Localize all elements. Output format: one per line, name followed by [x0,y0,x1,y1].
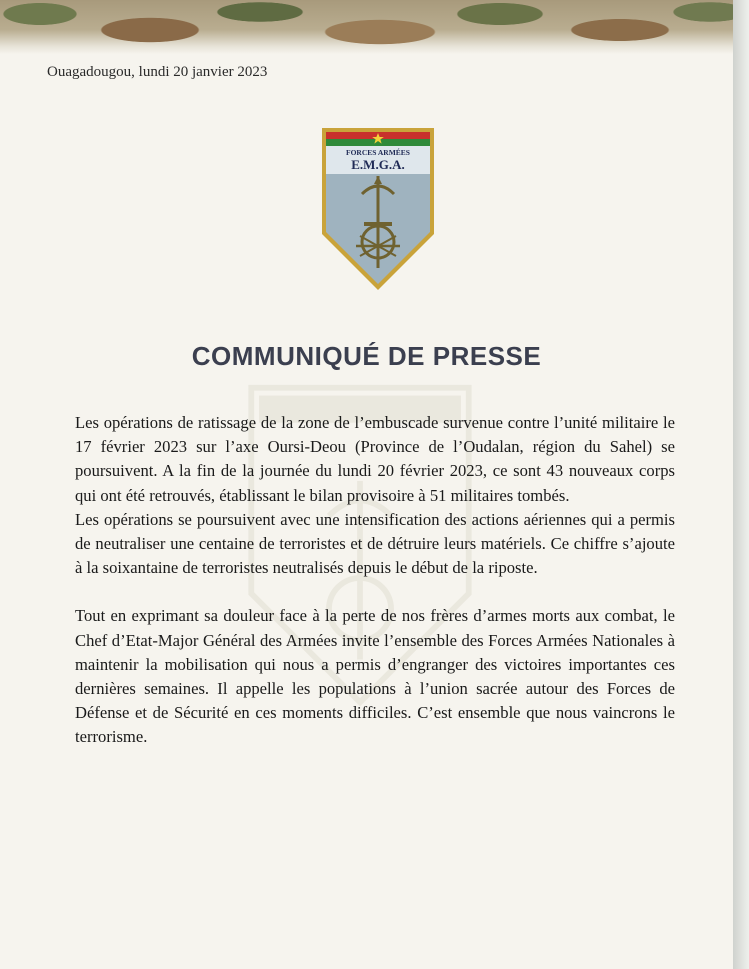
paragraph-2: Les opérations se poursuivent avec une intensification des actions aériennes qui a permis de neutraliser une centaine de terroristes et de détruire leurs matériels. Ce chiffre s’ajoute à la soixantaine de terroristes neutralisés depuis le début de la riposte. [75,509,675,578]
emblem-top-text: FORCES ARMÉES [346,148,410,157]
emblem-acronym: E.M.G.A. [351,157,405,172]
communique-body [75,411,675,750]
dateline: Ouagadougou, lundi 20 janvier 2023 [47,64,268,80]
paragraph-3: Tout en exprimant sa douleur face à la perte de nos frères d’armes morts aux combat, le Chef d’Etat-Major Général des Armées invite l’ensemble des Forces Armées Nationales à maintenir la mobilisation qui nous a permis d’engranger des victoires importantes ces dernières semaines. Il appelle les populations à l’union sacrée autour des Forces de Défense et de Sécurité en ces moments difficiles. C’est ensemble que nous vaincrons le terrorisme. [75,606,675,747]
paragraph-1: Les opérations de ratissage de la zone de l’embuscade survenue contre l’unité militaire le 17 février 2023 sur l’axe Oursi-Deou (Province de l’Oudalan, région du Sahel) se poursuivent. A la fin de la journée du lundi 20 février 2023, ce sont 43 nouveaux corps qui ont été retrouvés, établissant le bilan provisoire à 51 militaires tombés. [75,413,675,505]
emga-emblem-logo [318,124,438,294]
camouflage-banner [0,0,733,54]
page-edge-shadow [733,0,749,969]
page-title: COMMUNIQUÉ DE PRESSE [191,341,542,371]
